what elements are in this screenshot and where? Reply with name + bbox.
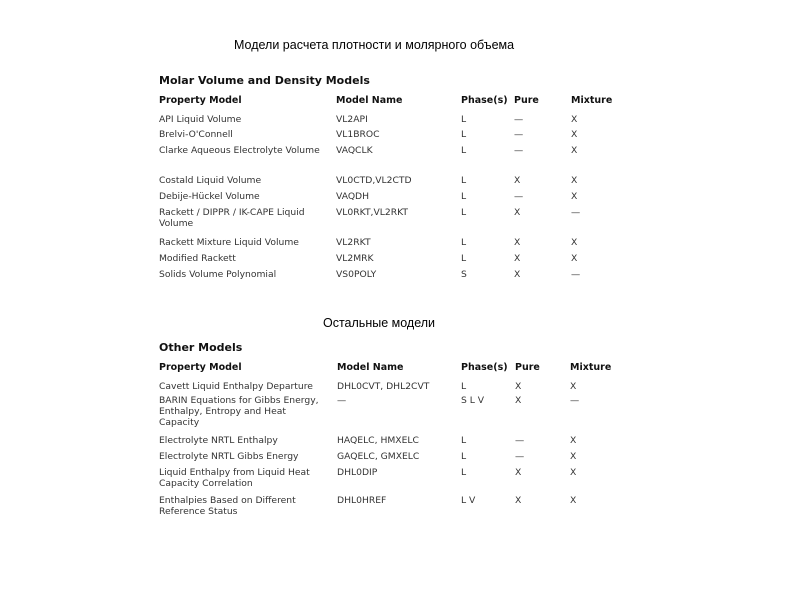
cell-name: VS0POLY xyxy=(336,269,377,280)
cell-model: Liquid Enthalpy from Liquid Heat Capacity Correlation xyxy=(159,467,310,489)
cell-name: DHL0CVT, DHL2CVT xyxy=(337,381,430,392)
column-header: Model Name xyxy=(336,95,403,106)
section-subtitle: Остальные модели xyxy=(323,316,436,330)
table-body xyxy=(159,114,629,285)
cell-pure: X xyxy=(515,495,522,506)
cell-name: DHL0HREF xyxy=(337,495,387,506)
table-row xyxy=(159,253,629,269)
table-body xyxy=(159,381,629,521)
cell-phase: L xyxy=(461,451,467,462)
cell-model: API Liquid Volume xyxy=(159,114,242,125)
cell-pure: X xyxy=(514,269,521,280)
table-row xyxy=(159,435,629,451)
cell-model: Costald Liquid Volume xyxy=(159,175,262,186)
cell-phase: L xyxy=(461,237,467,248)
cell-mixture: X xyxy=(571,175,578,186)
slide-title: Модели расчета плотности и молярного объема xyxy=(234,38,515,52)
cell-name: VAQCLK xyxy=(336,145,373,156)
table-row xyxy=(159,191,629,207)
table-row xyxy=(159,467,629,495)
cell-mixture: X xyxy=(571,145,578,156)
column-header: Model Name xyxy=(337,362,404,373)
table-header-row xyxy=(159,95,629,114)
cell-phase: L xyxy=(461,467,467,478)
cell-name: VL2RKT xyxy=(336,237,371,248)
table-row xyxy=(159,175,629,191)
cell-name: VAQDH xyxy=(336,191,370,202)
cell-mixture: — xyxy=(570,395,580,406)
table-heading: Molar Volume and Density Models xyxy=(159,74,370,87)
cell-model: Cavett Liquid Enthalpy Departure xyxy=(159,381,313,392)
cell-model: Electrolyte NRTL Gibbs Energy xyxy=(159,451,299,462)
table-row xyxy=(159,207,629,237)
table-header-row xyxy=(159,362,629,381)
molar-volume-table xyxy=(159,74,629,285)
cell-mixture: X xyxy=(571,114,578,125)
cell-phase: L xyxy=(461,253,467,264)
table-row xyxy=(159,451,629,467)
cell-pure: — xyxy=(515,435,525,446)
cell-name: VL2API xyxy=(336,114,368,125)
table-heading: Other Models xyxy=(159,341,243,354)
cell-model: Enthalpies Based on Different Reference Status xyxy=(159,495,296,517)
cell-pure: X xyxy=(514,237,521,248)
cell-pure: X xyxy=(515,381,522,392)
cell-pure: — xyxy=(514,114,524,125)
cell-name: GAQELC, GMXELC xyxy=(337,451,420,462)
cell-phase: L xyxy=(461,129,467,140)
column-header: Property Model xyxy=(159,95,242,106)
cell-name: VL0CTD,VL2CTD xyxy=(336,175,412,186)
cell-model: Modified Rackett xyxy=(159,253,236,264)
cell-model: Clarke Aqueous Electrolyte Volume xyxy=(159,145,320,156)
cell-pure: X xyxy=(514,207,521,218)
cell-phase: L xyxy=(461,191,467,202)
cell-mixture: X xyxy=(570,381,577,392)
cell-model: Brelvi-O'Connell xyxy=(159,129,233,140)
cell-name: VL1BROC xyxy=(336,129,380,140)
cell-pure: X xyxy=(514,175,521,186)
cell-phase: S xyxy=(461,269,467,280)
column-header: Mixture xyxy=(570,362,612,373)
column-header: Property Model xyxy=(159,362,242,373)
cell-phase: L xyxy=(461,114,467,125)
table-row xyxy=(159,114,629,129)
cell-name: VL0RKT,VL2RKT xyxy=(336,207,409,218)
cell-mixture: X xyxy=(571,129,578,140)
cell-mixture: X xyxy=(571,191,578,202)
table-row xyxy=(159,495,629,521)
column-header: Mixture xyxy=(571,95,613,106)
cell-pure: — xyxy=(515,451,525,462)
other-models-table xyxy=(159,341,629,521)
table-row xyxy=(159,145,629,175)
table-row xyxy=(159,395,629,435)
cell-model: Debije-Hückel Volume xyxy=(159,191,260,202)
cell-pure: X xyxy=(515,395,522,406)
cell-name: — xyxy=(337,395,347,406)
cell-phase: L V xyxy=(461,495,476,506)
cell-mixture: X xyxy=(570,495,577,506)
column-header: Phase(s) xyxy=(461,362,508,373)
cell-name: HAQELC, HMXELC xyxy=(337,435,419,446)
cell-phase: L xyxy=(461,145,467,156)
cell-mixture: — xyxy=(571,269,581,280)
cell-phase: L xyxy=(461,207,467,218)
column-header: Pure xyxy=(514,95,539,106)
cell-name: VL2MRK xyxy=(336,253,374,264)
cell-phase: L xyxy=(461,435,467,446)
cell-name: DHL0DIP xyxy=(337,467,378,478)
cell-pure: — xyxy=(514,191,524,202)
cell-pure: — xyxy=(514,145,524,156)
cell-pure: — xyxy=(514,129,524,140)
cell-mixture: — xyxy=(571,207,581,218)
cell-model: Rackett Mixture Liquid Volume xyxy=(159,237,299,248)
cell-mixture: X xyxy=(570,451,577,462)
cell-model: Rackett / DIPPR / IK-CAPE Liquid Volume xyxy=(159,207,305,229)
cell-mixture: X xyxy=(570,435,577,446)
table-row xyxy=(159,269,629,285)
cell-phase: L xyxy=(461,381,467,392)
cell-model: Solids Volume Polynomial xyxy=(159,269,277,280)
cell-mixture: X xyxy=(570,467,577,478)
column-header: Phase(s) xyxy=(461,95,508,106)
cell-phase: S L V xyxy=(461,395,485,406)
cell-phase: L xyxy=(461,175,467,186)
cell-mixture: X xyxy=(571,237,578,248)
cell-model: BARIN Equations for Gibbs Energy, Enthalpy, Entropy and Heat Capacity xyxy=(159,395,319,428)
cell-pure: X xyxy=(515,467,522,478)
cell-mixture: X xyxy=(571,253,578,264)
table-row xyxy=(159,237,629,253)
column-header: Pure xyxy=(515,362,540,373)
table-row xyxy=(159,381,629,395)
cell-model: Electrolyte NRTL Enthalpy xyxy=(159,435,278,446)
table-row xyxy=(159,129,629,145)
cell-pure: X xyxy=(514,253,521,264)
